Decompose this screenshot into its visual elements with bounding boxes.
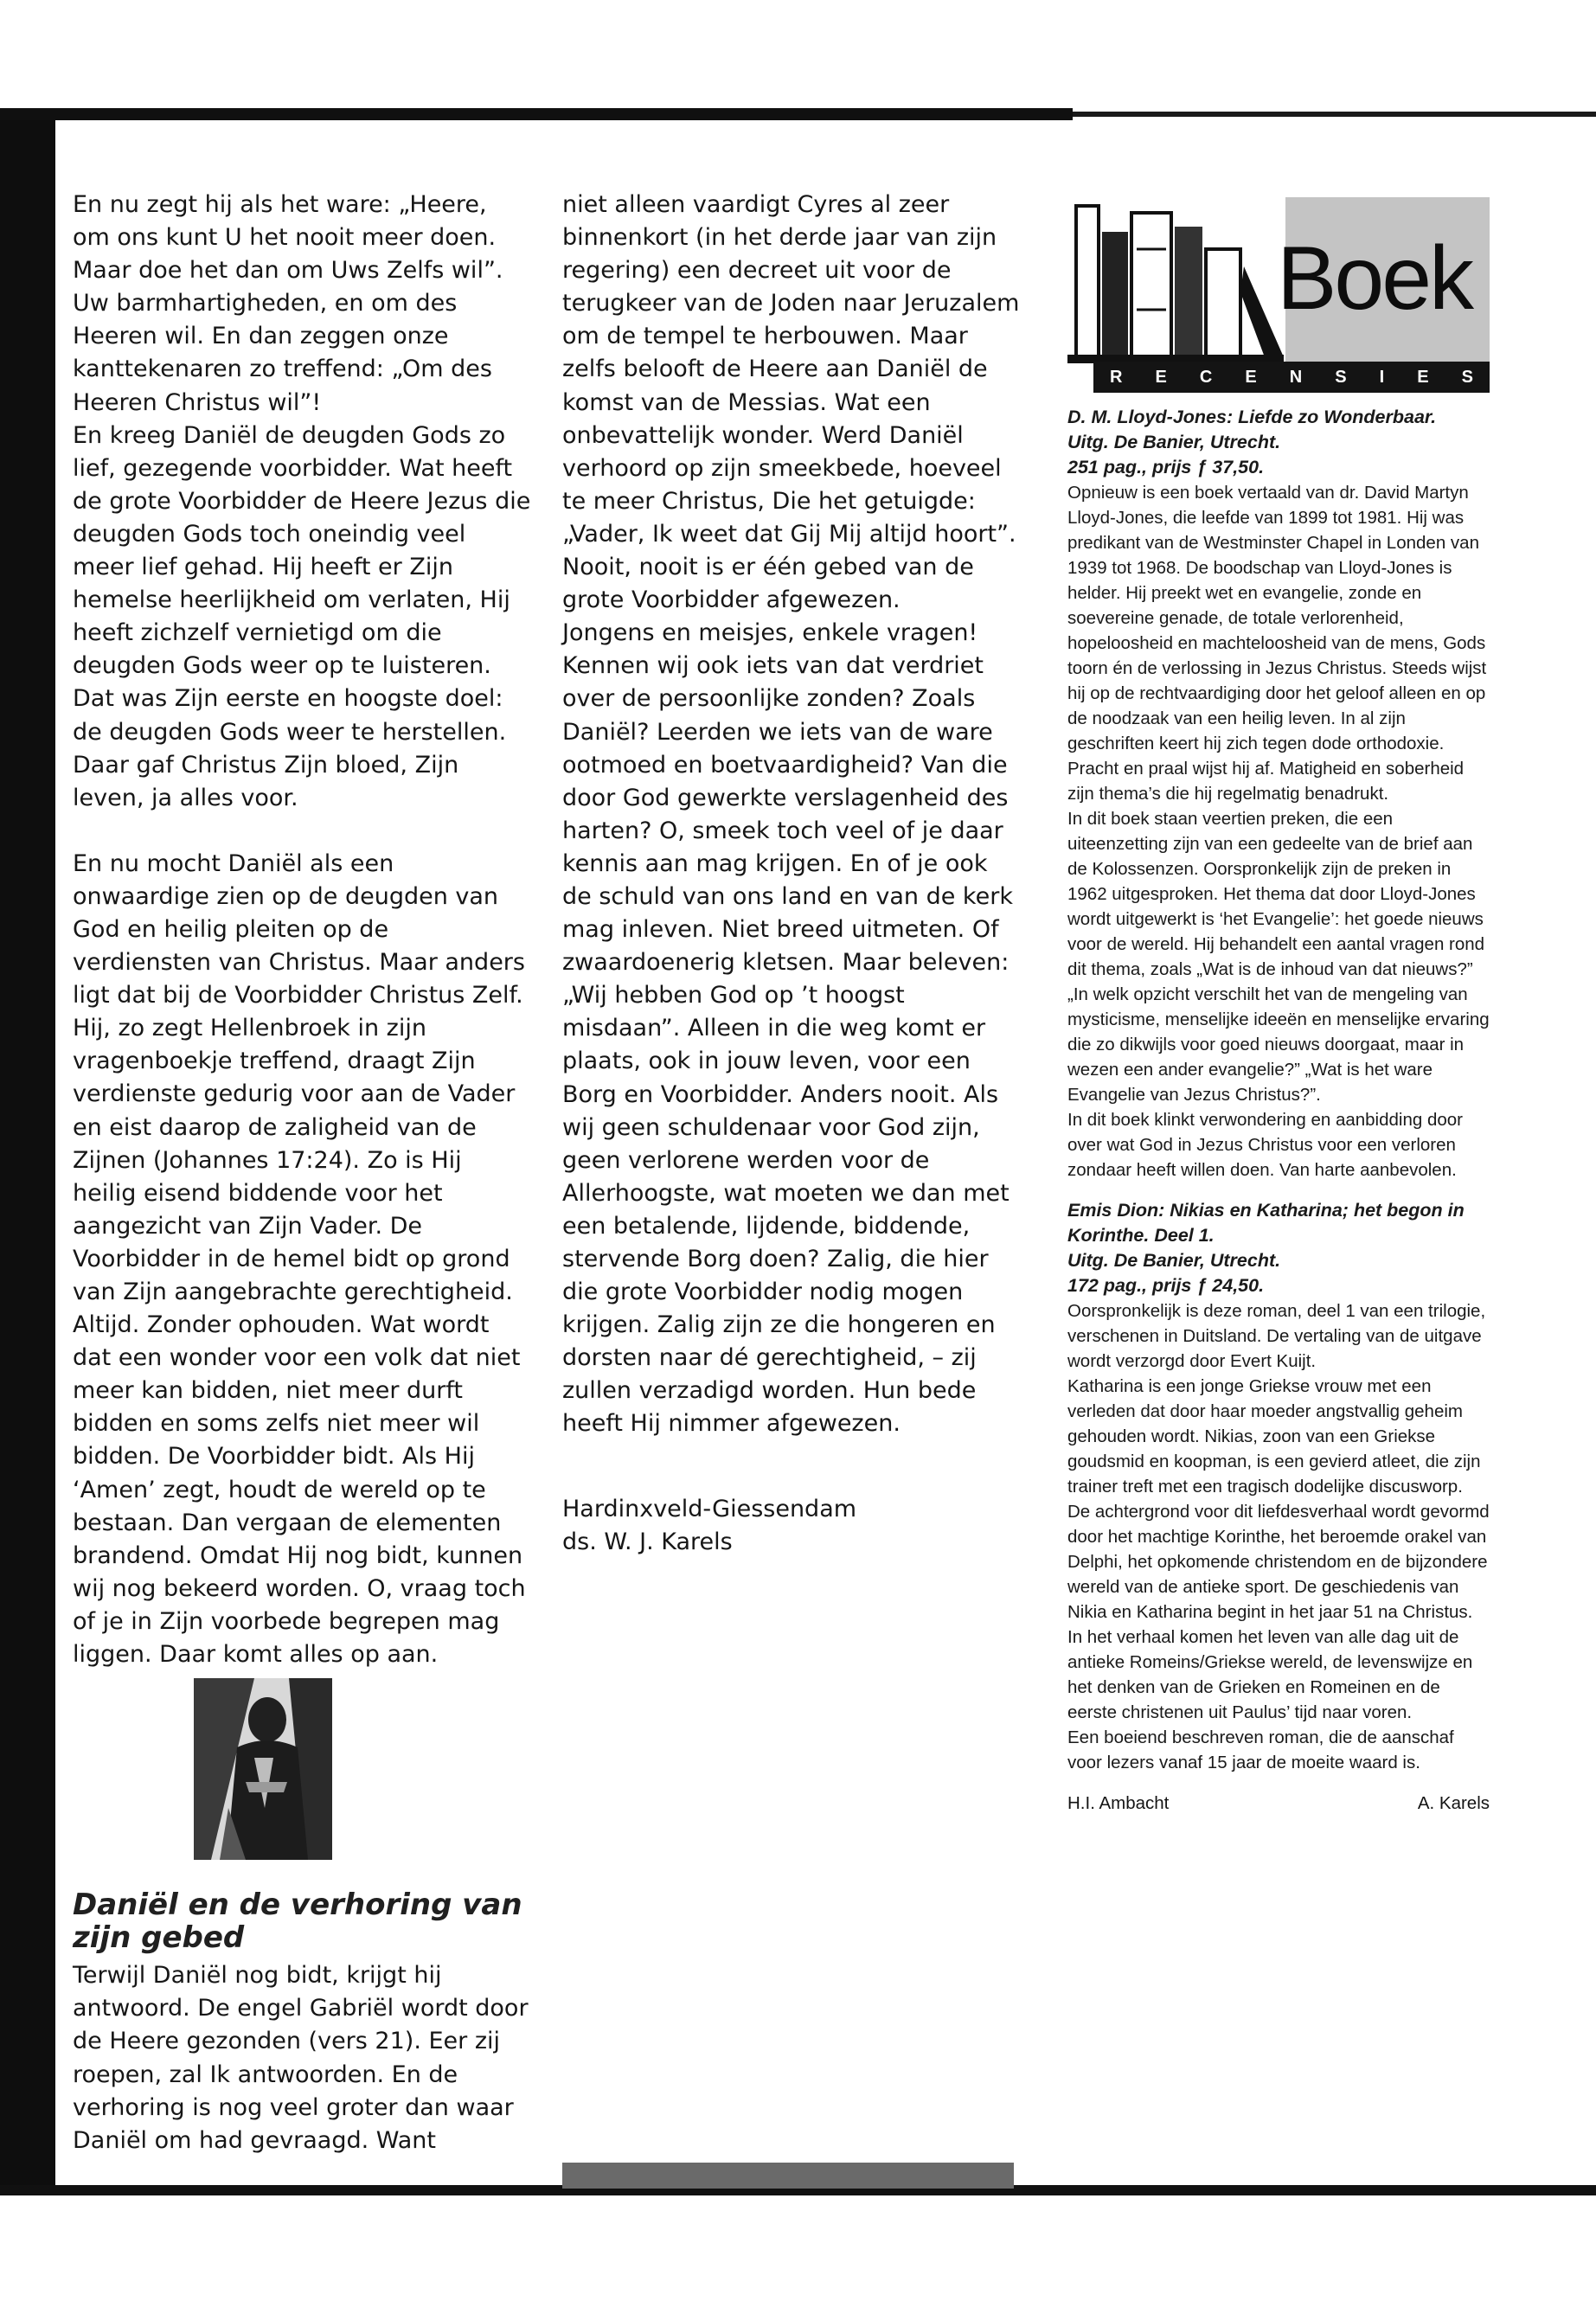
signature-author: ds. W. J. Karels (562, 1528, 733, 1555)
review-publisher: Uitg. De Banier, Utrecht. (1067, 1250, 1281, 1271)
praying-figure-illustration (194, 1678, 332, 1860)
paragraph: In dit boek staan veertien preken, die een uiteenzetting zijn van een gedeelte van de brief aan de Kolossenzen. Oorspronkelijk zijn de preken in 1962 uitgesproken. Het thema dat door Lloyd-Jones wordt uitgewerkt is ‘het Evangelie’: het goede nieuws voor de wereld. Hij behandelt een aantal vragen rond dit thema, zoals „Wat is de inhoud van dat nieuws?” „In welk opzicht verschilt het van de mengeling van mysticisme, menselijke ideeën en menselijke ervaring die zo dikwijls voor goed nieuws doorgaat, maar in wezen een ander evangelie?” „Wat is het ware Evangelie van Jezus Christus?”. (1067, 809, 1490, 1105)
book-review-column (1067, 197, 1490, 1816)
paragraph: Oorspronkelijk is deze roman, deel 1 van een trilogie, verschenen in Duitsland. De vertaling van de uitgave wordt verzorgd door Evert Kuijt. (1067, 1301, 1486, 1371)
scan-left-edge (0, 111, 55, 2189)
review-2 (1067, 1198, 1490, 1775)
paragraph: En nu zegt hij als het ware: „Heere, om ons kunt U het nooit meer doen. Maar doe het dan om Uws Zelfs wil”. Uw barmhartigheden, en om des Heeren wil. En dan zeggen onze kanttekenaren zo treffend: „Om des Heeren Christus wil”! (73, 191, 503, 416)
paragraph: In dit boek klinkt verwondering en aanbidding door over wat God in Jezus Christus voor een verloren zondaar heeft willen doen. Van harte aanbevolen. (1067, 1110, 1463, 1180)
logo-letter: R (1110, 367, 1123, 387)
paragraph: Jongens en meisjes, enkele vragen! Kennen wij ook iets van dat verdriet over de persoonlijke zonden? Zoals Daniël? Leerden we iets van de ware ootmoed en boetvaardigheid? Van die door God gewerkte verslagenheid des harten? O, smeek toch veel of je daar kennis aan mag krijgen. En of je ook de schuld van ons land en van de kerk mag inleven. Niet breed uitmeten. Of zwaardoenerig kletsen. Maar beleven: „Wij hebben God op ’t hoogst misdaan”. Alleen in die weg komt er plaats, ook in jouw leven, voor een Borg en Voorbidder. Anders nooit. Als wij geen schuldenaar voor God zijn, geen verlorene werden voor de Allerhoogste, wat moeten we dan met een betalende, lijdende, biddende, stervende Borg doen? Zalig, die hier die grote Voorbidder nodig mogen krijgen. Zalig zijn ze die hongeren en dorsten naar dé gerechtigheid, – zij zullen verzadigd worden. Hun bede heeft Hij nimmer afgewezen. (562, 619, 1013, 1438)
logo-letter: E (1417, 367, 1429, 387)
scan-top-edge (0, 108, 1073, 120)
books-icon (1067, 197, 1292, 370)
review-credits (1067, 1791, 1490, 1816)
page-number-tab (562, 2163, 1014, 2189)
logo-letter: I (1379, 367, 1385, 387)
logo-letter: S (1461, 367, 1473, 387)
logo-word: Boek (1277, 228, 1472, 329)
logo-letter: N (1289, 367, 1303, 387)
paragraph: Opnieuw is een boek vertaald van dr. David Martyn Lloyd-Jones, die leefde van 1899 tot 1981. Hij was predikant van de Westminster Chapel in Londen van 1939 tot 1968. De boodschap van Lloyd-Jones is helder. Hij preekt wet en evangelie, zonde en soevereine genade, de totale verlorenheid, hopeloosheid en machteloosheid van de mens, Gods toorn én de verlossing in Jezus Christus. Steeds wijst hij op de rechtvaardiging door het geloof alleen en op de noodzaak van een heilig leven. In al zijn geschriften keert hij zich tegen dode orthodoxie. Pracht en praal wijst hij af. Matigheid en soberheid zijn thema’s die hij regelmatig benadrukt. (1067, 483, 1487, 804)
paragraph: Katharina is een jonge Griekse vrouw met een verleden dat door haar moeder angstvallig geheim gehouden wordt. Nikias, zoon van een Griekse goudsmid en koopman, is een gevierd atleet, die zijn trainer treft met een tragisch dodelijke discusworp. De achtergrond voor dit liefdesverhaal wordt gevormd door het machtige Korinthe, het beroemde orakel van Delphi, het opkomende christendom en de bijzondere wereld van de antieke sport. De geschiedenis van Nikia en Katharina begint in het jaar 51 na Christus. In het verhaal komen het leven van alle dag uit de antieke Romeins/Griekse wereld, de levenswijze en het denken van de Grieken en Romeinen en de eerste christenen uit Paulus’ tijd naar voren. (1067, 1376, 1490, 1722)
paragraph: En nu mocht Daniël als een onwaardige zien op de deugden van God en heilig pleiten op de verdiensten van Christus. Maar anders ligt dat bij de Voorbidder Christus Zelf. Hij, zo zegt Hellenbroek in zijn vragenboekje treffend, draagt Zijn verdienste gedurig voor aan de Vader en eist daarop de zaligheid van de Zijnen (Johannes 17:24). Zo is Hij heilig eisend biddende voor het aangezicht van Zijn Vader. De Voorbidder in de hemel bidt op grond van Zijn aangebrachte gerechtigheid. Altijd. Zonder ophouden. Wat wordt dat een wonder voor een volk dat niet meer kan bidden, niet meer durft bidden en soms zelfs niet meer wil bidden. De Voorbidder bidt. Als Hij ‘Amen’ zegt, houdt de wereld op te bestaan. Dan vergaan de elementen brandend. Omdat Hij nog bidt, kunnen wij nog bekeerd worden. O, vraag toch of je in Zijn voorbede begrepen mag liggen. Daar komt alles op aan. (73, 849, 526, 1669)
review-title: D. M. Lloyd-Jones: Liefde zo Wonderbaar. (1067, 407, 1437, 427)
review-price: 172 pag., prijs ƒ 24,50. (1067, 1275, 1265, 1296)
section-heading: Daniël en de verhoring van zijn gebed (73, 1888, 522, 1956)
logo-letter: E (1155, 367, 1167, 387)
paragraph: Een boeiend beschreven roman, die de aanschaf voor lezers vanaf 15 jaar de moeite waard is. (1067, 1727, 1454, 1772)
boek-recensies-logo (1067, 197, 1490, 393)
review-price: 251 pag., prijs ƒ 37,50. (1067, 457, 1265, 478)
logo-letter: E (1245, 367, 1257, 387)
credit-author: A. Karels (1417, 1793, 1490, 1813)
signature-place: Hardinxveld-Giessendam (562, 1495, 857, 1522)
paragraph: niet alleen vaardigt Cyres al zeer binnenkort (in het derde jaar van zijn regering) een decreet uit voor de terugkeer van de Joden naar Jeruzalem om de tempel te herbouwen. Maar zelfs belooft de Heere aan Daniël de komst van de Messias. Wat een onbevattelijk wonder. Werd Daniël verhoord op zijn smeekbede, hoeveel te meer Christus, Die het getuigde: „Vader, Ik weet dat Gij Mij altijd hoort”. Nooit, nooit is er één gebed van de grote Voorbidder afgewezen. (562, 191, 1020, 614)
paragraph: Terwijl Daniël nog bidt, krijgt hij antwoord. De engel Gabriël wordt door de Heere gezonden (vers 21). Eer zij roepen, zal Ik antwoorden. En de verhoring is nog veel groter dan waar Daniël om had gevraagd. Want (73, 1962, 529, 2154)
logo-subtitle-bar (1093, 362, 1490, 393)
review-title: Emis Dion: Nikias en Katharina; het begon in Korinthe. Deel 1. (1067, 1200, 1465, 1246)
article-column-1 (73, 189, 531, 2157)
scan-top-edge-thin (1073, 112, 1596, 117)
article-column-2 (562, 189, 1021, 1559)
paragraph: En kreeg Daniël de deugden Gods zo lief, gezegende voorbidder. Wat heeft de grote Voorbidder de Heere Jezus die deugden Gods toch oneindig veel meer lief gehad. Hij heeft er Zijn hemelse heerlijkheid om verlaten, Hij heeft zichzelf vernietigd om die deugden Gods weer op te luisteren. Dat was Zijn eerste en hoogste doel: de deugden Gods weer te herstellen. Daar gaf Christus Zijn bloed, Zijn leven, ja alles voor. (73, 421, 531, 811)
logo-letter: S (1335, 367, 1347, 387)
logo-letter: C (1199, 367, 1213, 387)
review-1 (1067, 405, 1490, 1183)
review-publisher: Uitg. De Banier, Utrecht. (1067, 432, 1281, 452)
credit-place: H.I. Ambacht (1067, 1793, 1170, 1813)
